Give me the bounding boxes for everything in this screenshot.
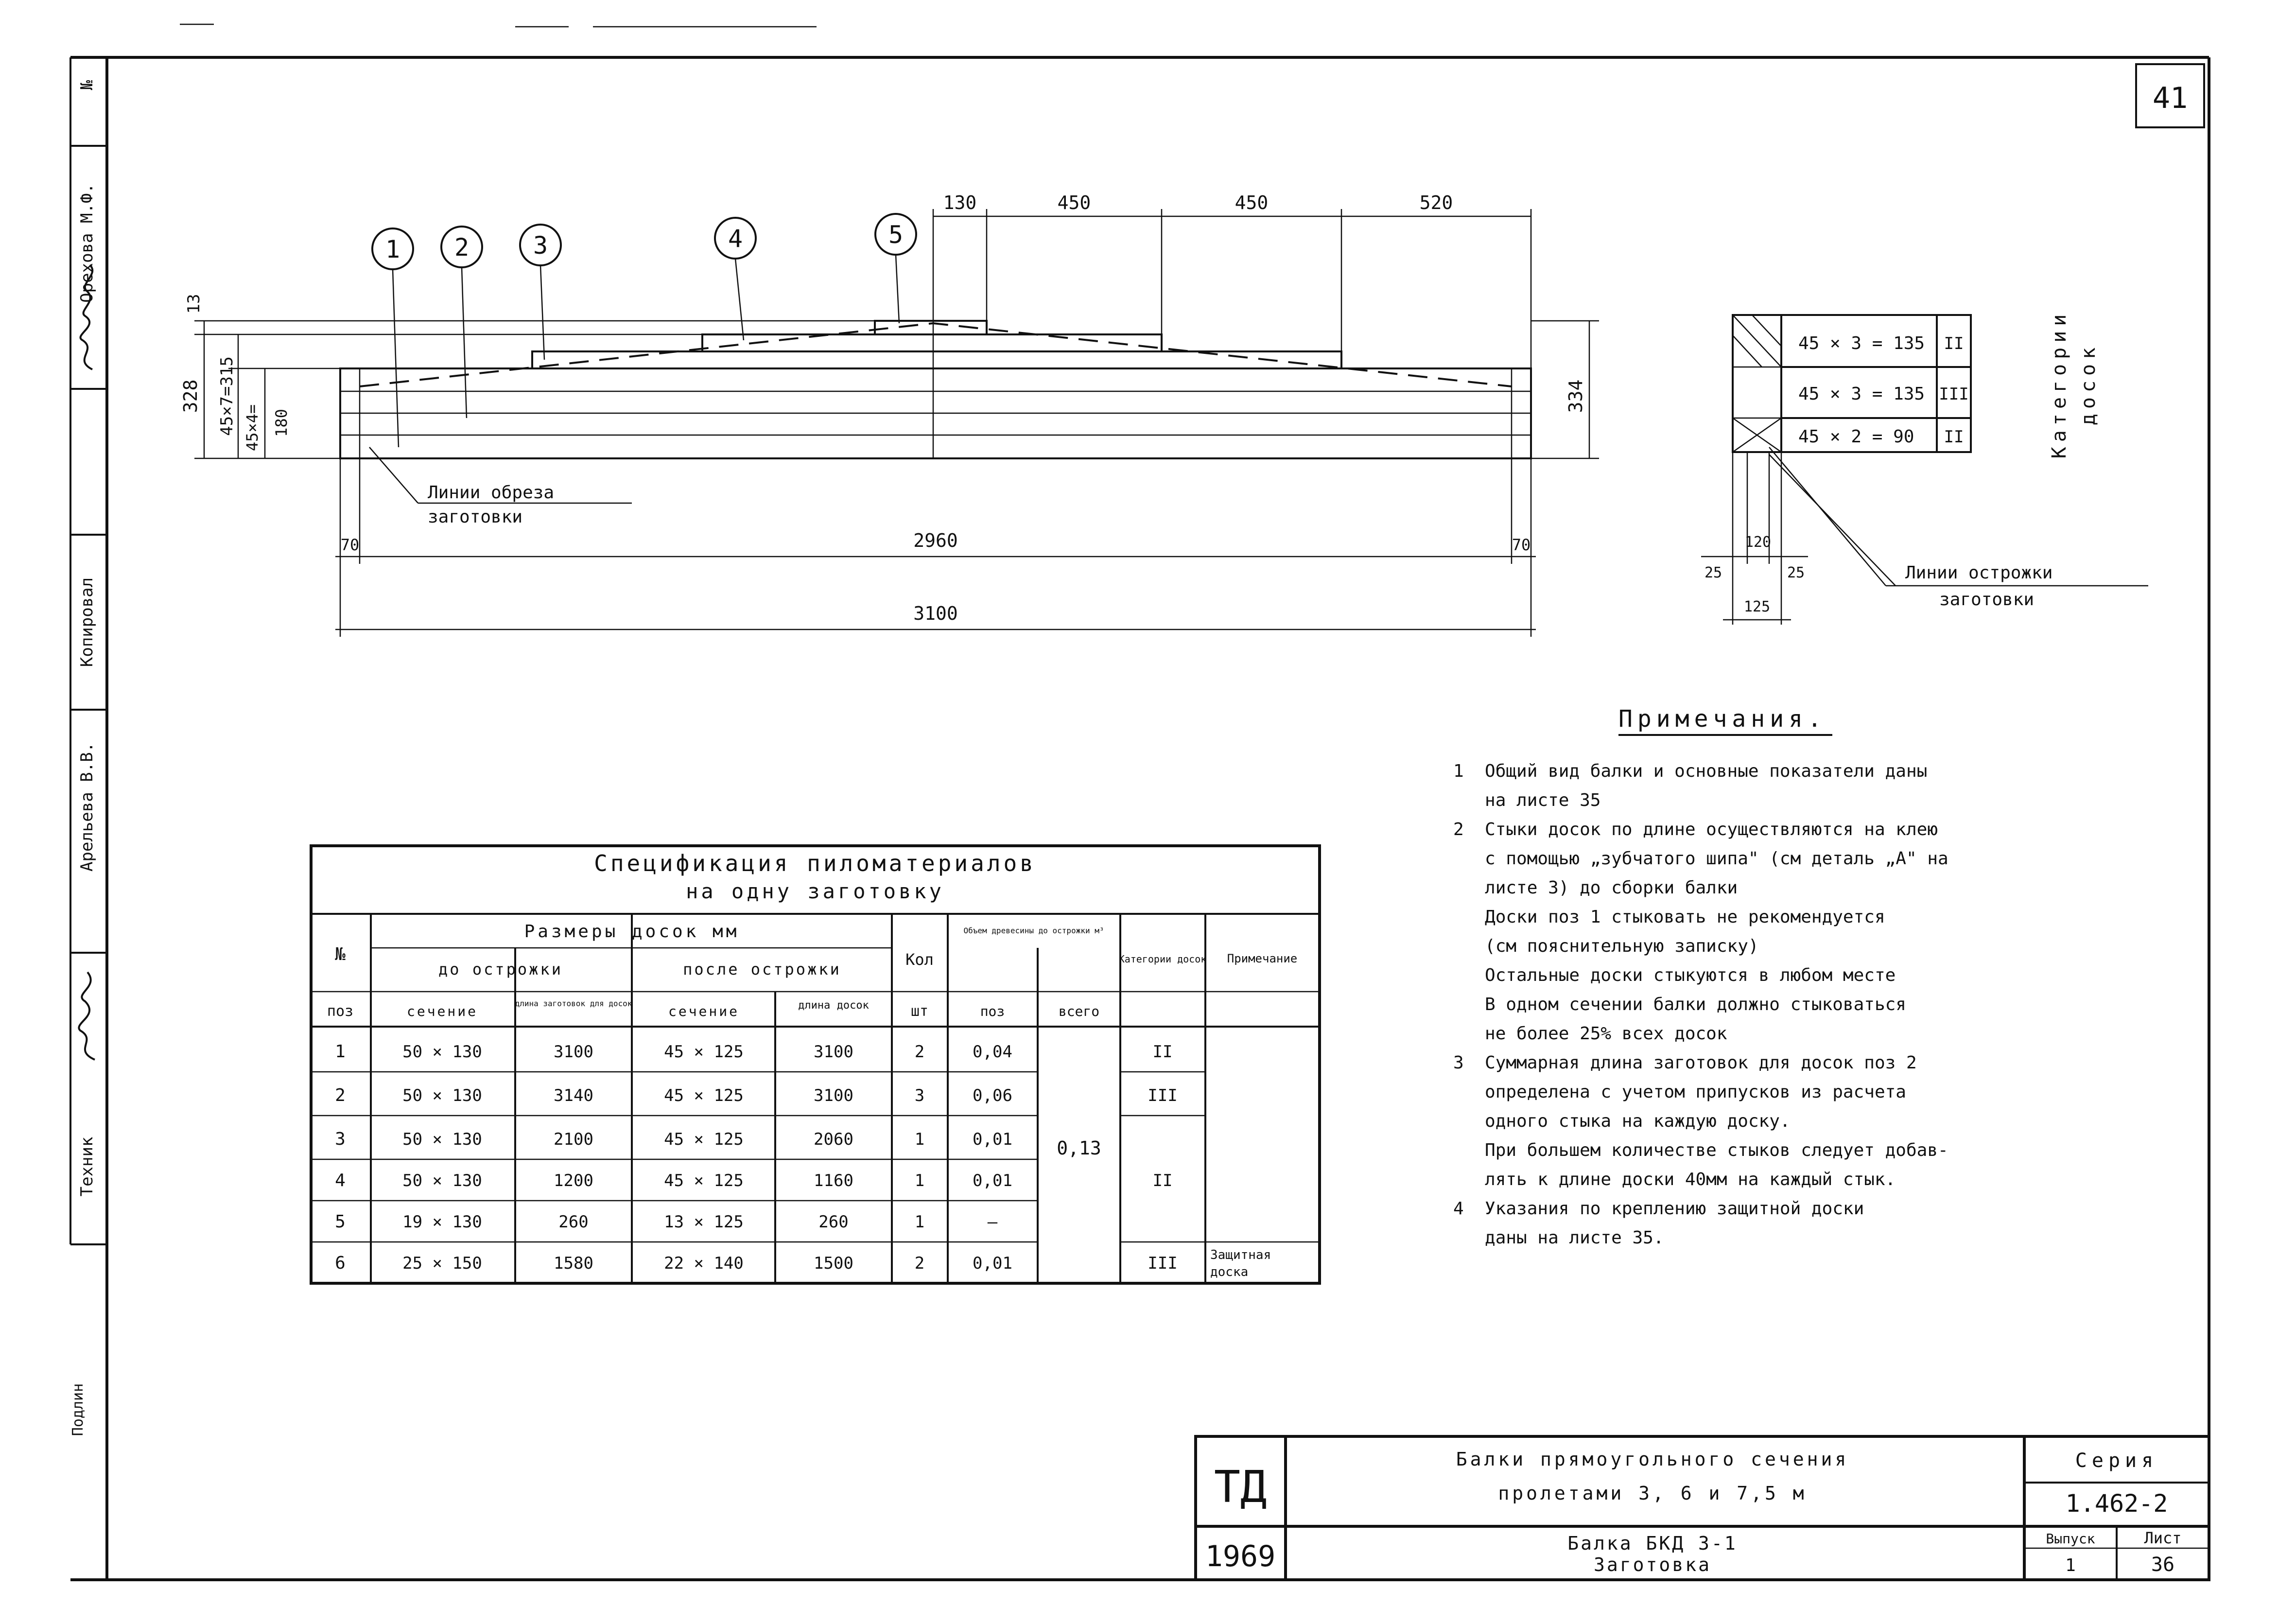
svg-text:2: 2 bbox=[914, 1042, 925, 1062]
svg-text:При большем количестве стыков: При большем количестве стыков следует добав- bbox=[1453, 1140, 1948, 1160]
side-stamp-number: № bbox=[77, 80, 97, 90]
svg-text:130: 130 bbox=[943, 192, 977, 213]
notes-title: Примечания. bbox=[1618, 705, 1826, 733]
svg-text:45 × 3 = 135: 45 × 3 = 135 bbox=[1798, 384, 1925, 404]
callout-2 bbox=[441, 227, 482, 418]
svg-text:Линии обреза: Линии обреза bbox=[428, 483, 555, 503]
svg-text:шт: шт bbox=[910, 1003, 929, 1020]
svg-text:450: 450 bbox=[1235, 192, 1269, 213]
svg-text:260: 260 bbox=[818, 1212, 849, 1232]
svg-text:поз: поз bbox=[327, 1003, 354, 1020]
svg-text:доска: доска bbox=[1210, 1265, 1249, 1279]
svg-text:не более 25% всех досок: не более 25% всех досок bbox=[1453, 1024, 1727, 1044]
spec-table bbox=[311, 846, 1320, 1283]
svg-text:1: 1 bbox=[914, 1212, 925, 1232]
svg-text:1: 1 bbox=[385, 235, 400, 263]
svg-text:Серия: Серия bbox=[2075, 1450, 2158, 1472]
callout-3 bbox=[520, 225, 561, 360]
svg-text:1.462-2: 1.462-2 bbox=[2065, 1489, 2168, 1518]
svg-text:Линии острожки: Линии острожки bbox=[1905, 563, 2053, 583]
svg-text:2: 2 bbox=[454, 233, 470, 262]
title-block bbox=[1196, 1436, 2209, 1580]
svg-text:Остальные доски стыкуются в лю: Остальные доски стыкуются в любом месте bbox=[1453, 965, 1896, 985]
svg-text:определена с учетом припусков: определена с учетом припусков из расчета bbox=[1453, 1082, 1906, 1102]
total-volume: 0,13 bbox=[1057, 1137, 1101, 1159]
svg-text:0,01: 0,01 bbox=[973, 1254, 1012, 1273]
svg-text:4 Указания по креплению защит: 4 Указания по креплению защитной доски bbox=[1453, 1199, 1864, 1219]
callout-1 bbox=[372, 228, 413, 447]
svg-text:1580: 1580 bbox=[554, 1254, 593, 1273]
svg-text:Кол: Кол bbox=[905, 950, 934, 969]
svg-text:4: 4 bbox=[335, 1170, 346, 1190]
svg-text:25: 25 bbox=[1787, 564, 1805, 581]
svg-text:5: 5 bbox=[335, 1212, 346, 1232]
svg-text:45 × 125: 45 × 125 bbox=[664, 1130, 744, 1149]
svg-text:В одном сечении балки должно с: В одном сечении балки должно стыковаться bbox=[1453, 995, 1906, 1014]
table-row bbox=[335, 1085, 1012, 1105]
svg-text:Выпуск: Выпуск bbox=[2046, 1531, 2095, 1547]
svg-text:даны на листе 35.: даны на листе 35. bbox=[1453, 1228, 1664, 1248]
svg-text:5: 5 bbox=[888, 221, 904, 249]
sheet-number: 41 bbox=[2152, 81, 2188, 115]
svg-text:лять к длине доски 40мм на каж: лять к длине доски 40мм на каждый стык. bbox=[1453, 1170, 1896, 1189]
svg-text:листе 3) до сборки балки: листе 3) до сборки балки bbox=[1453, 878, 1738, 898]
svg-text:Доски поз 1 стыковать не реком: Доски поз 1 стыковать не рекомендуется bbox=[1453, 907, 1885, 927]
svg-text:0,01: 0,01 bbox=[973, 1171, 1012, 1190]
svg-text:70: 70 bbox=[1512, 536, 1531, 554]
svg-text:Защитная: Защитная bbox=[1210, 1248, 1271, 1262]
year: 1969 bbox=[1205, 1539, 1276, 1573]
svg-text:1: 1 bbox=[914, 1171, 925, 1190]
svg-text:2060: 2060 bbox=[814, 1130, 853, 1149]
svg-text:—: — bbox=[987, 1212, 998, 1232]
svg-text:II: II bbox=[1944, 427, 1964, 447]
side-stamp-copied: Копировал bbox=[77, 577, 97, 667]
svg-text:1: 1 bbox=[2065, 1555, 2076, 1575]
svg-text:1500: 1500 bbox=[814, 1254, 853, 1273]
svg-text:1: 1 bbox=[914, 1130, 925, 1149]
svg-text:1 Общий вид балки и основные: 1 Общий вид балки и основные показатели даны bbox=[1453, 761, 1928, 781]
svg-text:3: 3 bbox=[533, 231, 548, 260]
svg-text:досок: досок bbox=[2077, 342, 2100, 426]
svg-text:45 × 125: 45 × 125 bbox=[664, 1171, 744, 1190]
svg-text:2: 2 bbox=[335, 1085, 346, 1105]
svg-text:2: 2 bbox=[914, 1254, 925, 1273]
svg-text:13 × 125: 13 × 125 bbox=[664, 1212, 744, 1232]
side-stamp-author: Орехова М.Ф. bbox=[77, 183, 97, 303]
svg-text:Приме­чание: Примечание bbox=[1227, 952, 1298, 965]
svg-text:2100: 2100 bbox=[554, 1130, 593, 1149]
svg-text:(см пояснительную записку): (см пояснительную записку) bbox=[1453, 936, 1759, 956]
svg-text:3: 3 bbox=[914, 1086, 925, 1105]
table-row bbox=[335, 1129, 1012, 1149]
svg-text:70: 70 bbox=[340, 536, 360, 554]
table-row bbox=[335, 1042, 1012, 1062]
svg-text:3: 3 bbox=[335, 1129, 346, 1149]
cross-section bbox=[1701, 310, 2148, 625]
table-row bbox=[335, 1253, 1012, 1273]
beam-elevation bbox=[180, 192, 1599, 637]
svg-text:всего: всего bbox=[1058, 1003, 1100, 1019]
svg-text:заготовки: заготовки bbox=[428, 507, 523, 527]
svg-text:сечение: сечение bbox=[406, 1003, 478, 1019]
svg-text:3100: 3100 bbox=[554, 1042, 593, 1062]
svg-text:13: 13 bbox=[184, 294, 204, 314]
svg-text:сечение: сечение bbox=[668, 1003, 740, 1019]
svg-text:II: II bbox=[1944, 334, 1964, 353]
svg-text:1200: 1200 bbox=[554, 1171, 593, 1190]
org-code: ТД bbox=[1214, 1462, 1267, 1513]
svg-text:45×7=315: 45×7=315 bbox=[217, 356, 237, 436]
svg-text:длина заготовок для досок: длина заготовок для досок bbox=[515, 999, 632, 1008]
svg-text:180: 180 bbox=[272, 409, 291, 437]
table-row bbox=[335, 1170, 1012, 1190]
svg-text:22 × 140: 22 × 140 bbox=[664, 1254, 744, 1273]
svg-text:длина досок: длина досок bbox=[798, 999, 869, 1012]
svg-text:0,06: 0,06 bbox=[973, 1086, 1012, 1105]
svg-text:3 Суммарная длина заготовок д: 3 Суммарная длина заготовок для досок поз 2 bbox=[1453, 1053, 1917, 1073]
svg-text:19 × 130: 19 × 130 bbox=[402, 1212, 482, 1232]
svg-text:50 × 130: 50 × 130 bbox=[402, 1042, 482, 1062]
svg-text:328: 328 bbox=[180, 379, 201, 413]
svg-text:50 × 130: 50 × 130 bbox=[402, 1086, 482, 1105]
svg-text:0,01: 0,01 bbox=[973, 1130, 1012, 1149]
category-row-1: II bbox=[1152, 1042, 1173, 1062]
svg-text:пролетами 3, 6 и 7,5 м: пролетами 3, 6 и 7,5 м bbox=[1498, 1483, 1807, 1504]
svg-text:Объем древесины до острожки м³: Объем древесины до острожки м³ bbox=[963, 926, 1104, 935]
side-stamp-role: Техник bbox=[77, 1136, 97, 1197]
svg-text:III: III bbox=[1939, 384, 1969, 404]
svg-text:одного стыка на каждую доску.: одного стыка на каждую доску. bbox=[1453, 1111, 1791, 1131]
svg-text:45×4=: 45×4= bbox=[243, 404, 261, 452]
svg-text:до острожки: до острожки bbox=[438, 960, 563, 978]
category-row-2: III bbox=[1148, 1086, 1178, 1105]
svg-text:25: 25 bbox=[1704, 564, 1722, 581]
svg-text:260: 260 bbox=[558, 1212, 589, 1232]
svg-text:2 Стыки досок по длине осущес: 2 Стыки досок по длине осуществляются на клею bbox=[1453, 820, 1938, 839]
svg-text:Лист: Лист bbox=[2144, 1529, 2182, 1547]
left-dimensions bbox=[180, 294, 875, 458]
callout-4 bbox=[715, 218, 756, 340]
svg-text:1: 1 bbox=[335, 1042, 346, 1062]
svg-text:на листе 35: на листе 35 bbox=[1453, 790, 1601, 810]
svg-text:4: 4 bbox=[728, 225, 743, 253]
notes-block bbox=[1453, 705, 1948, 1248]
svg-text:Размеры досок мм: Размеры досок мм bbox=[524, 922, 740, 942]
svg-text:45 × 125: 45 × 125 bbox=[664, 1086, 744, 1105]
svg-text:Категории: Категории bbox=[2048, 309, 2070, 459]
svg-text:3140: 3140 bbox=[554, 1086, 593, 1105]
svg-text:2960: 2960 bbox=[913, 530, 958, 551]
svg-text:125: 125 bbox=[1743, 598, 1771, 615]
svg-text:заготовки: заготовки bbox=[1939, 590, 2035, 610]
spec-title: Спецификация пиломатериалов bbox=[594, 850, 1036, 876]
svg-text:№: № bbox=[335, 944, 346, 964]
svg-text:25 × 150: 25 × 150 bbox=[402, 1254, 482, 1273]
svg-text:50 × 130: 50 × 130 bbox=[402, 1171, 482, 1190]
svg-text:450: 450 bbox=[1057, 192, 1091, 213]
signature-2 bbox=[79, 972, 95, 1060]
svg-text:50 × 130: 50 × 130 bbox=[402, 1130, 482, 1149]
svg-text:после острожки: после острожки bbox=[683, 960, 841, 978]
svg-text:Катего­рии досок: Категории досок bbox=[1118, 953, 1207, 965]
sheet-number-box bbox=[2136, 64, 2204, 127]
category-rows-3-5: II bbox=[1152, 1171, 1173, 1190]
side-stamp bbox=[70, 80, 107, 1436]
table-row bbox=[335, 1212, 998, 1232]
svg-text:334: 334 bbox=[1565, 379, 1586, 413]
svg-text:45 × 125: 45 × 125 bbox=[664, 1042, 744, 1062]
category-row-6: III bbox=[1148, 1254, 1178, 1273]
svg-text:520: 520 bbox=[1419, 192, 1453, 213]
spec-title-2: на одну заготовку bbox=[686, 879, 944, 903]
svg-text:120: 120 bbox=[1744, 534, 1772, 551]
svg-text:0,04: 0,04 bbox=[973, 1042, 1012, 1062]
svg-text:Балки прямоугольного сечения: Балки прямоугольного сечения bbox=[1456, 1449, 1849, 1470]
svg-text:Заготовка: Заготовка bbox=[1594, 1554, 1711, 1575]
top-dimensions bbox=[933, 192, 1531, 368]
svg-text:45 × 2 = 90: 45 × 2 = 90 bbox=[1798, 427, 1914, 447]
side-stamp-checker: Арельева В.В. bbox=[77, 742, 97, 872]
svg-text:1160: 1160 bbox=[814, 1171, 853, 1190]
svg-text:с помощью „зубчатого шипа" (см: с помощью „зубчатого шипа" (см деталь „А" на bbox=[1453, 849, 1948, 869]
svg-text:Балка БКД 3-1: Балка БКД 3-1 bbox=[1567, 1533, 1738, 1554]
svg-text:36: 36 bbox=[2151, 1554, 2175, 1576]
svg-text:3100: 3100 bbox=[913, 603, 958, 624]
svg-text:поз: поз bbox=[980, 1003, 1005, 1019]
svg-text:3100: 3100 bbox=[814, 1042, 853, 1062]
svg-text:3100: 3100 bbox=[814, 1086, 853, 1105]
callout-5 bbox=[875, 214, 916, 323]
side-stamp-original: Подлин bbox=[70, 1383, 87, 1436]
svg-text:45 × 3 = 135: 45 × 3 = 135 bbox=[1798, 333, 1925, 353]
right-dimension bbox=[1531, 321, 1599, 458]
svg-text:6: 6 bbox=[335, 1253, 346, 1273]
